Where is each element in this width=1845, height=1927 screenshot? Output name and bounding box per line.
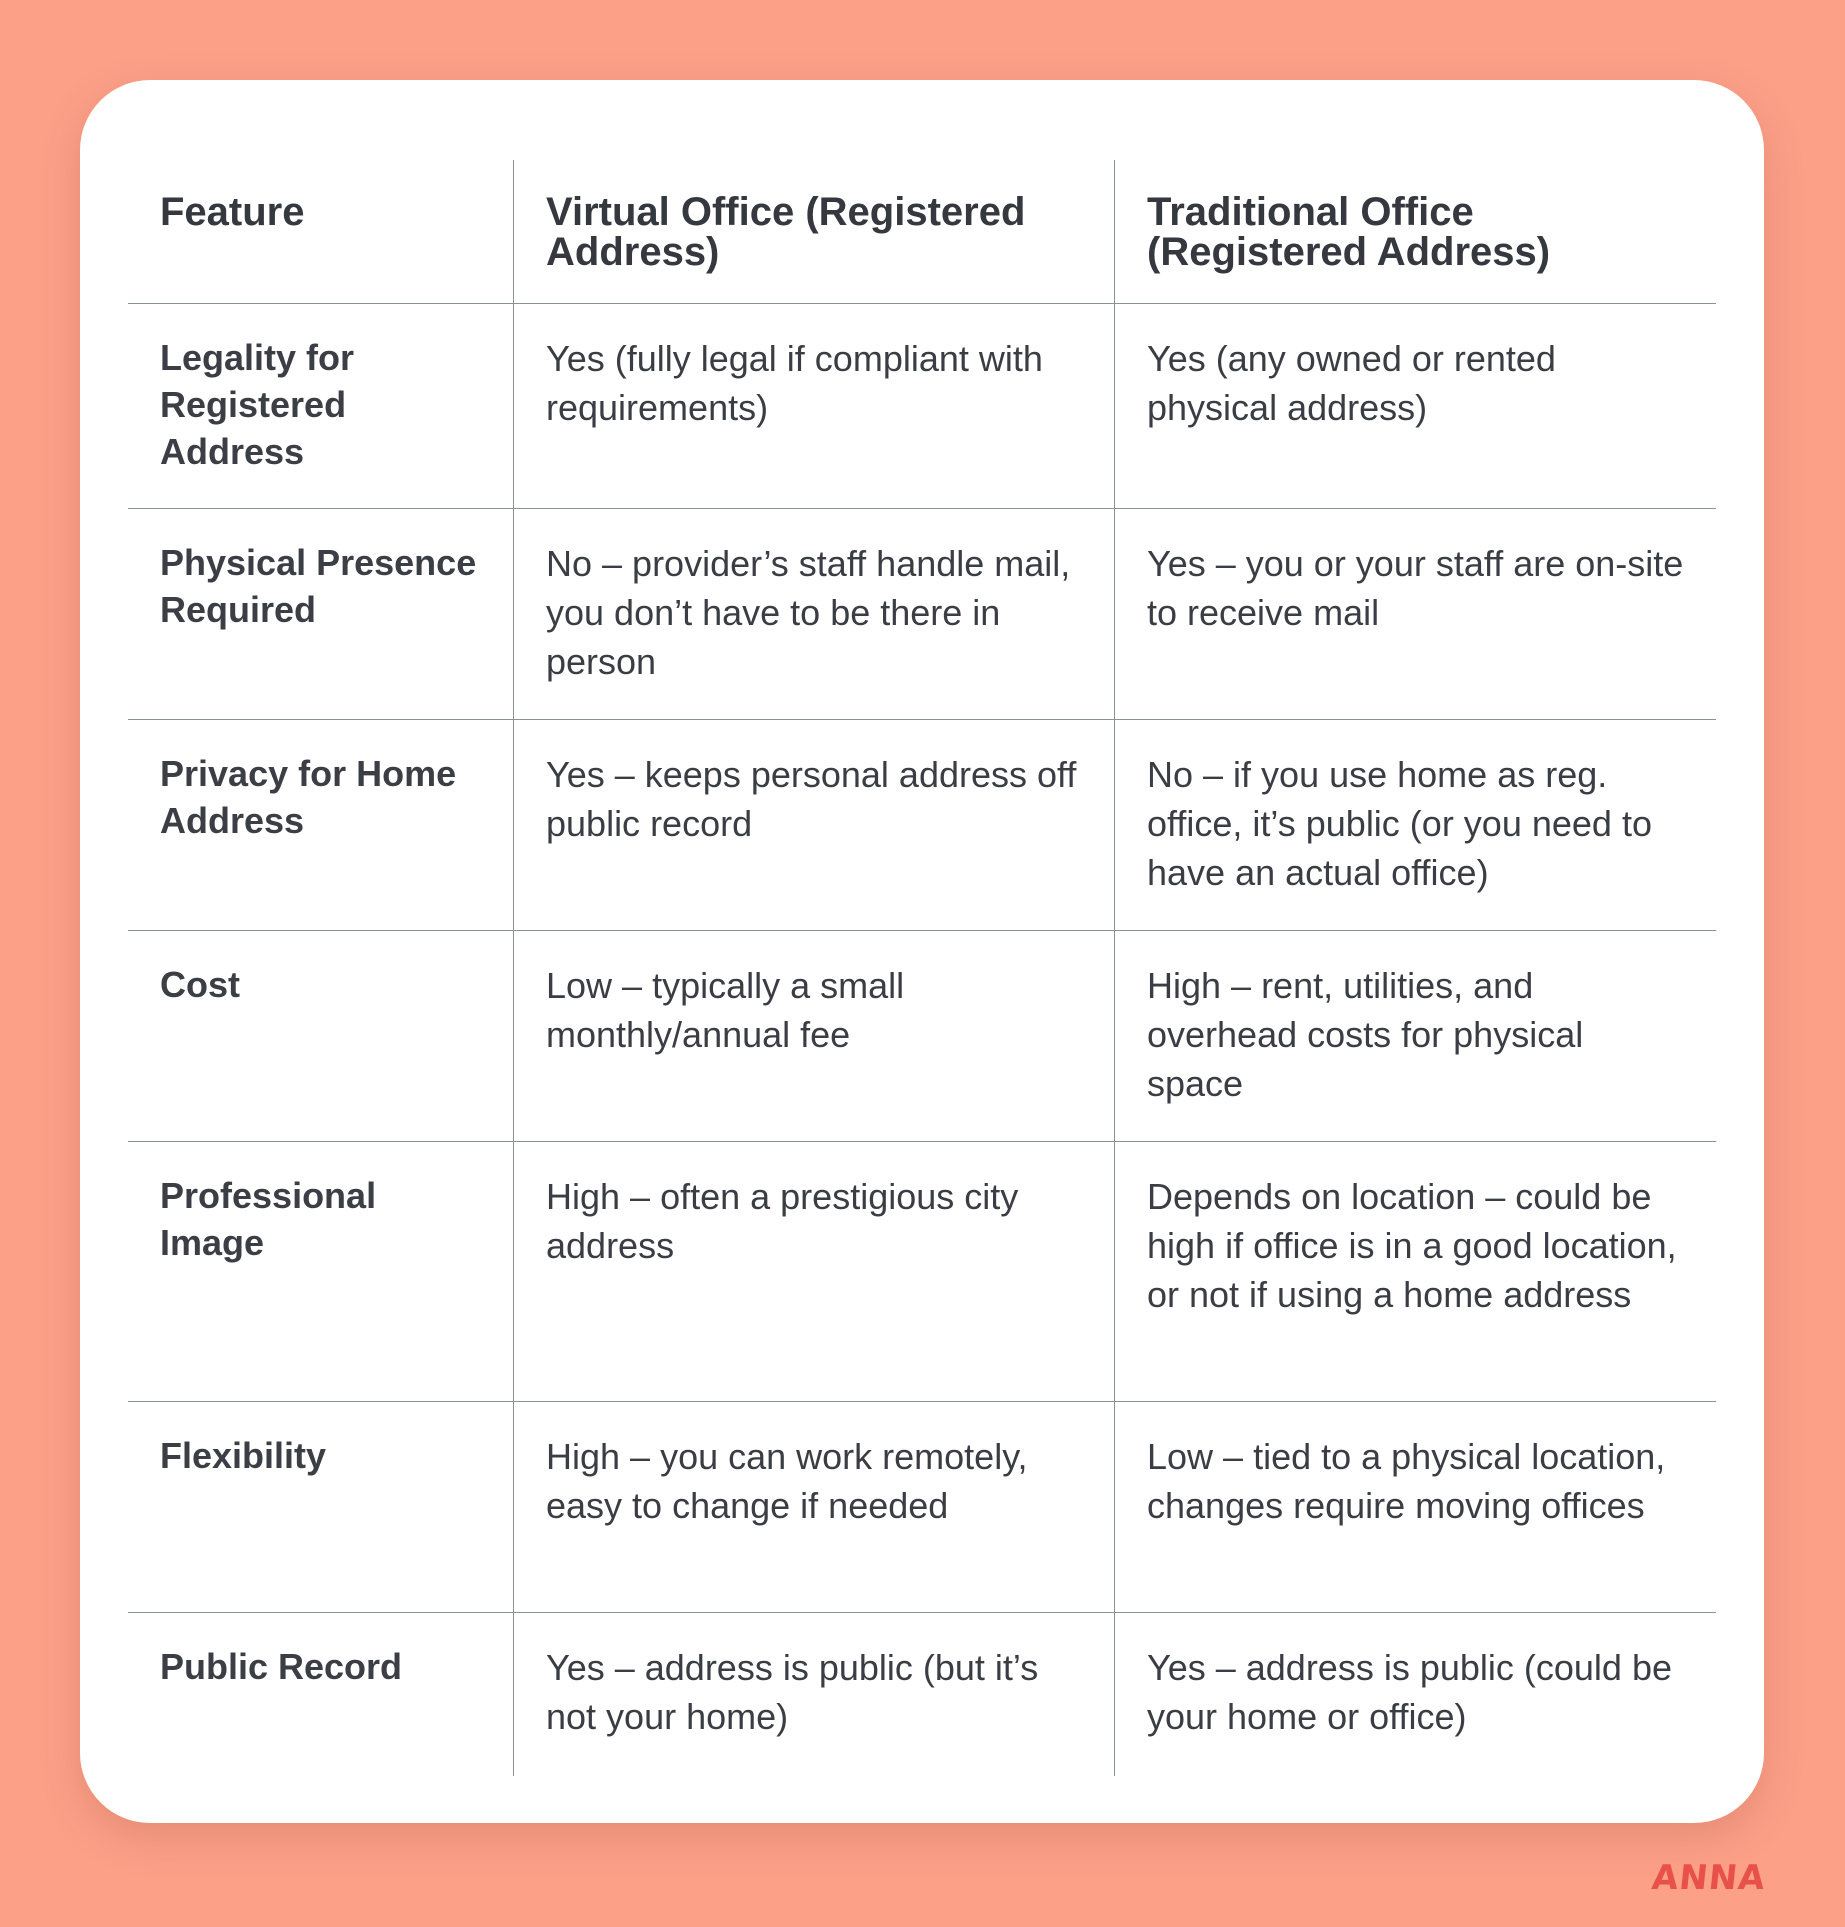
row-feature-professional-image: Professional Image (128, 1142, 514, 1402)
row-virtual-cost: Low – typically a small monthly/annual fee (514, 931, 1115, 1142)
row-traditional-cost: High – rent, utilities, and overhead costs for physical space (1115, 931, 1716, 1142)
row-feature-physical-presence: Physical Presence Required (128, 509, 514, 720)
header-virtual-office: Virtual Office (Registered Address) (514, 160, 1115, 304)
row-feature-cost: Cost (128, 931, 514, 1142)
row-feature-public-record: Public Record (128, 1613, 514, 1776)
row-virtual-physical-presence: No – provider’s staff handle mail, you don’t have to be there in person (514, 509, 1115, 720)
row-virtual-legality: Yes (fully legal if compliant with requirements) (514, 304, 1115, 509)
row-virtual-privacy: Yes – keeps personal address off public record (514, 720, 1115, 931)
row-virtual-professional-image: High – often a prestigious city address (514, 1142, 1115, 1402)
row-feature-flexibility: Flexibility (128, 1402, 514, 1613)
row-traditional-legality: Yes (any owned or rented physical address) (1115, 304, 1716, 509)
row-traditional-privacy: No – if you use home as reg. office, it’s public (or you need to have an actual office) (1115, 720, 1716, 931)
header-traditional-office: Traditional Office (Registered Address) (1115, 160, 1716, 304)
row-traditional-professional-image: Depends on location – could be high if office is in a good location, or not if using a home address (1115, 1142, 1716, 1402)
header-feature: Feature (128, 160, 514, 304)
comparison-card (80, 80, 1764, 1823)
brand-logo: ANNA (1649, 1858, 1768, 1898)
row-feature-privacy: Privacy for Home Address (128, 720, 514, 931)
row-feature-legality: Legality for Registered Address (128, 304, 514, 509)
row-traditional-physical-presence: Yes – you or your staff are on-site to receive mail (1115, 509, 1716, 720)
row-virtual-public-record: Yes – address is public (but it’s not your home) (514, 1613, 1115, 1776)
row-virtual-flexibility: High – you can work remotely, easy to change if needed (514, 1402, 1115, 1613)
row-traditional-public-record: Yes – address is public (could be your home or office) (1147, 1647, 1672, 1737)
row-traditional-flexibility: Low – tied to a physical location, changes require moving offices (1115, 1402, 1716, 1613)
comparison-table (128, 160, 1716, 1776)
